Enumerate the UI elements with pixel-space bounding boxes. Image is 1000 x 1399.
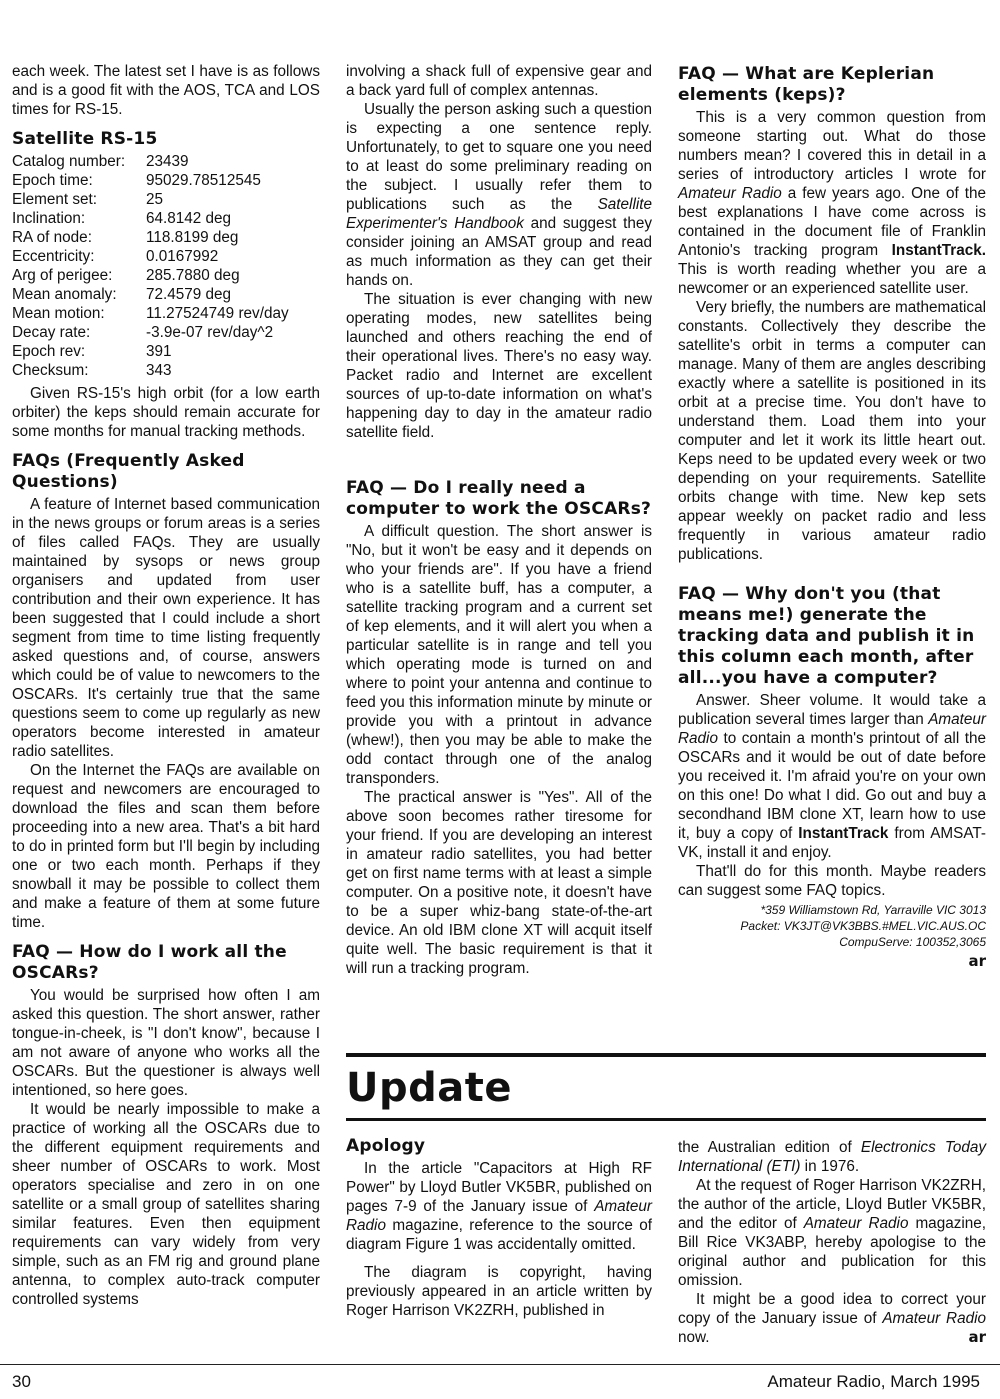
- magazine-title: Electronics Today International (ETI): [678, 1139, 987, 1175]
- page-number: 30: [12, 1372, 31, 1391]
- compuserve-address: CompuServe: 100352,3065: [839, 935, 986, 949]
- kep-row: [12, 228, 320, 247]
- apology-paragraph-3: [678, 1138, 986, 1176]
- text-run: from AMSAT-VK, install it and enjoy.: [678, 825, 986, 861]
- apology-paragraph-2: The diagram is copyright, having previously appeared in an article written by Roger Harrison VK2ZRH, published in: [346, 1264, 652, 1319]
- kep-value: 343: [146, 362, 172, 379]
- kep-row: [12, 171, 320, 190]
- kep-row: [12, 247, 320, 266]
- kep-row: [12, 342, 320, 361]
- faq4-paragraph-2: That'll do for this month. Maybe readers can suggest some FAQ topics.: [678, 863, 986, 899]
- book-title: Satellite Experimenter's Handbook: [346, 196, 652, 232]
- footer-rule: [0, 1364, 1000, 1365]
- author-address: [678, 902, 986, 950]
- text-run: It might be a good idea to correct your copy of the January issue of: [678, 1291, 986, 1327]
- magazine-title: Amateur Radio: [678, 185, 782, 202]
- kep-value: 72.4579 deg: [146, 286, 232, 303]
- kep-row: [12, 304, 320, 323]
- update-end-mark: ar: [968, 1328, 986, 1346]
- kep-value: 64.8142 deg: [146, 210, 232, 227]
- kep-value: 25: [146, 191, 164, 208]
- apology-paragraph-1: [346, 1159, 652, 1254]
- kep-label: Catalog number:: [12, 153, 126, 170]
- usually-paragraph: [346, 100, 652, 290]
- update-column-2: [678, 1138, 986, 1347]
- faq2-paragraph-1: A difficult question. The short answer is "No, but it won't be easy and it depends on who your friends are". If you have a friend who is a satellite buff, has a computer, a satellite tracking program and a current set of kep elements, and it will alert you when a particular satellite is in range and tell you which operating mode is turned on and where to point your antenna and continue to feed you this information minute by minute or provide you with a printout in advance (whew!), then you may be able to make the odd contact through one of the analog transponders.: [346, 523, 652, 787]
- kep-row: [12, 323, 320, 342]
- program-name: InstantTrack.: [891, 242, 986, 259]
- text-run: magazine, Bill Rice VK3ABP, hereby apologise to the original author and publication for this omission.: [678, 1215, 987, 1289]
- update-title: Update: [346, 1065, 512, 1111]
- apology-heading: Apology: [346, 1136, 426, 1156]
- kep-label: Element set:: [12, 191, 98, 208]
- continuation-paragraph: involving a shack full of expensive gear and a back yard full of complex antennas.: [346, 63, 652, 99]
- magazine-title: Amateur Radio: [803, 1215, 909, 1232]
- text-run: This is worth reading whether you are a newcomer or an experienced satellite user.: [678, 261, 986, 297]
- magazine-title: Amateur Radio: [346, 1198, 652, 1234]
- update-column-1: [346, 1136, 652, 1320]
- faqs-paragraph-1: A feature of Internet based communication in the news groups or forum areas is a series of files called FAQs. They are usually maintained by sysops or news group organisers and updated from user contribution and their own experience. It has been suggested that I could include a short segment from time to time listing frequently asked questions and, of course, answers which could be of value to newcomers to the OSCARs. It's certainly true that the same questions seem to come up regularly as new operators become interested in amateur radio satellites.: [12, 496, 320, 760]
- kep-value: 23439: [146, 153, 189, 170]
- text-run: Usually the person asking such a question is expecting a one sentence reply. Unfortunately, to get to square one you need to at least do some preliminary reading on the subject. I usually refer them to publications such as the: [346, 101, 652, 213]
- faqs-heading: FAQs (Frequently Asked Questions): [12, 451, 245, 492]
- kep-label: Arg of perigee:: [12, 267, 113, 284]
- kep-label: Eccentricity:: [12, 248, 95, 265]
- text-run: to contain a month's printout of all the OSCARs and it would be out of date before you received it. I'm afraid you're on your own on this one! Do what I did. Go out and buy a secondhand IBM clone XT, learn how to use it, buy a copy of: [678, 730, 986, 842]
- packet-address: Packet: VK3JT@VK3BBS.#MEL.VIC.AUS.OC: [740, 919, 986, 933]
- text-run: in 1976.: [800, 1158, 860, 1175]
- kep-label: Epoch time:: [12, 172, 93, 189]
- kep-label: Inclination:: [12, 210, 86, 227]
- kep-row: [12, 152, 320, 171]
- kep-row: [12, 190, 320, 209]
- text-run: This is a very common question from someone starting out. What do those numbers mean? I covered this in detail in a series of introductory articles I wrote for: [678, 109, 986, 183]
- text-run: At the request of Roger Harrison VK2ZRH, the author of the article, Lloyd Butler VK5BR, and the editor of: [678, 1177, 986, 1232]
- faq4-paragraph-1: [678, 691, 986, 862]
- kep-label: Mean anomaly:: [12, 286, 117, 303]
- text-run: the Australian edition of: [678, 1139, 861, 1156]
- kep-label: Checksum:: [12, 362, 89, 379]
- faqs-paragraph-2: On the Internet the FAQs are available on request and newcomers are encouraged to download the files and scan them before proceeding into a new area. That's a bit hard to do in printed form but I'll begin by including one or two each month. Perhaps if they snowball it may be possible to collect them and make a feature of them at some future time.: [12, 762, 320, 931]
- faq4-heading: FAQ — Why don't you (that means me!) generate the tracking data and publish it in this column each month, after all...you have a computer?: [678, 584, 975, 688]
- text-run: and suggest they consider joining an AMSAT group and read as much information as they can get their hands on.: [346, 215, 652, 289]
- address-line: *359 Williamstown Rd, Yarraville VIC 3013: [760, 903, 986, 917]
- keplerian-elements-table: [12, 152, 320, 380]
- faq2-heading: FAQ — Do I really need a computer to work the OSCARs?: [346, 478, 652, 519]
- text-run: now.: [678, 1329, 710, 1346]
- faq2-paragraph-2: The practical answer is "Yes". All of the above soon becomes rather tiresome for your friend. If you are developing an interest in amateur radio satellites, you had better get on first name terms with at least a simple computer. On a positive note, it doesn't have to be a super whiz-bang state-of-the-art device. An old IBM clone XT will acquit itself quite well. The basic requirement is that it will run a tracking program.: [346, 789, 652, 977]
- program-name: InstantTrack: [798, 825, 889, 842]
- faq1-paragraph-2: It would be nearly impossible to make a practice of working all the OSCARs due to the different equipment requirements and sheer number of OSCARs to work. Most operators specialise and zero in on one satellite or a small group of satellites sharing similar features. Even then equipment requirements can vary widely from very simple, such as an FM rig and ground plane antenna, to complex auto-track computer controlled systems: [12, 1101, 320, 1308]
- kep-row: [12, 266, 320, 285]
- satellite-heading: Satellite RS-15: [12, 129, 158, 149]
- kep-value: 11.27524749 rev/day: [146, 305, 289, 322]
- magazine-issue: Amateur Radio, March 1995: [767, 1372, 980, 1391]
- text-run: In the article "Capacitors at High RF Power" by Lloyd Butler VK5BR, published on pages 7-9 of the January issue of: [346, 1160, 652, 1215]
- faq3-paragraph-1: [678, 108, 986, 298]
- kep-value: 285.7880 deg: [146, 267, 240, 284]
- kep-value: 391: [146, 343, 172, 360]
- magazine-title: Amateur Radio: [882, 1310, 986, 1327]
- column-2: [346, 62, 652, 978]
- magazine-title: Amateur Radio: [678, 711, 986, 747]
- kep-value: -3.9e-07 rev/day^2: [146, 324, 274, 341]
- kep-value: 118.8199 deg: [146, 229, 239, 246]
- faq1-heading: FAQ — How do I work all the OSCARs?: [12, 942, 287, 983]
- update-bottom-rule: [346, 1118, 986, 1121]
- kep-row: [12, 209, 320, 228]
- kep-label: Epoch rev:: [12, 343, 86, 360]
- end-mark: ar: [968, 952, 986, 970]
- given-paragraph: Given RS-15's high orbit (for a low earth orbiter) the keps should remain accurate for some months for manual tracking methods.: [12, 385, 320, 440]
- situation-paragraph: The situation is ever changing with new operating modes, new satellites being launched and others reaching the end of their operational lives. There's no easy way. Packet radio and Internet are excellent sources of up-to-date information on what's happening day to day in the amateur radio satellite field.: [346, 291, 652, 441]
- apology-paragraph-4: [678, 1176, 986, 1290]
- kep-value: 95029.78512545: [146, 172, 261, 189]
- column-3: [678, 62, 986, 971]
- column-1: [12, 62, 320, 1309]
- text-run: a few years ago. One of the best explanations I have come across is contained in the document file of Franklin Antonio's tracking program: [678, 185, 986, 259]
- text-run: Answer. Sheer volume. It would take a publication several times larger than: [678, 692, 986, 728]
- kep-label: Mean motion:: [12, 305, 105, 322]
- faq1-paragraph-1: You would be surprised how often I am asked this question. The short answer, rather tongue-in-cheek, is "I don't know", because I am not aware of anyone who works all the OSCARs. But the questioner is always well intentioned, so here goes.: [12, 987, 320, 1099]
- kep-row: [12, 285, 320, 304]
- intro-paragraph: each week. The latest set I have is as follows and is a good fit with the AOS, TCA and LOS times for RS-15.: [12, 63, 320, 118]
- kep-label: Decay rate:: [12, 324, 91, 341]
- kep-row: [12, 361, 320, 380]
- kep-value: 0.0167992: [146, 248, 219, 265]
- text-run: magazine, reference to the source of diagram Figure 1 was accidentally omitted.: [346, 1217, 652, 1253]
- update-top-rule: [346, 1053, 986, 1057]
- faq3-heading: FAQ — What are Keplerian elements (keps)?: [678, 64, 935, 105]
- kep-label: RA of node:: [12, 229, 92, 246]
- faq3-paragraph-2: Very briefly, the numbers are mathematical constants. Collectively they describe the satellite's orbit in terms a computer can manage. Many of them are angles describing exactly where a satellite is positioned in its orbit at a precise time. You don't have to understand them. Load them into your computer and let it work its little heart out. Keps need to be updated every week or two depending on your requirements. Satellite orbits change with time. New kep sets appear weekly on packet radio and less frequently in various amateur radio publications.: [678, 299, 986, 563]
